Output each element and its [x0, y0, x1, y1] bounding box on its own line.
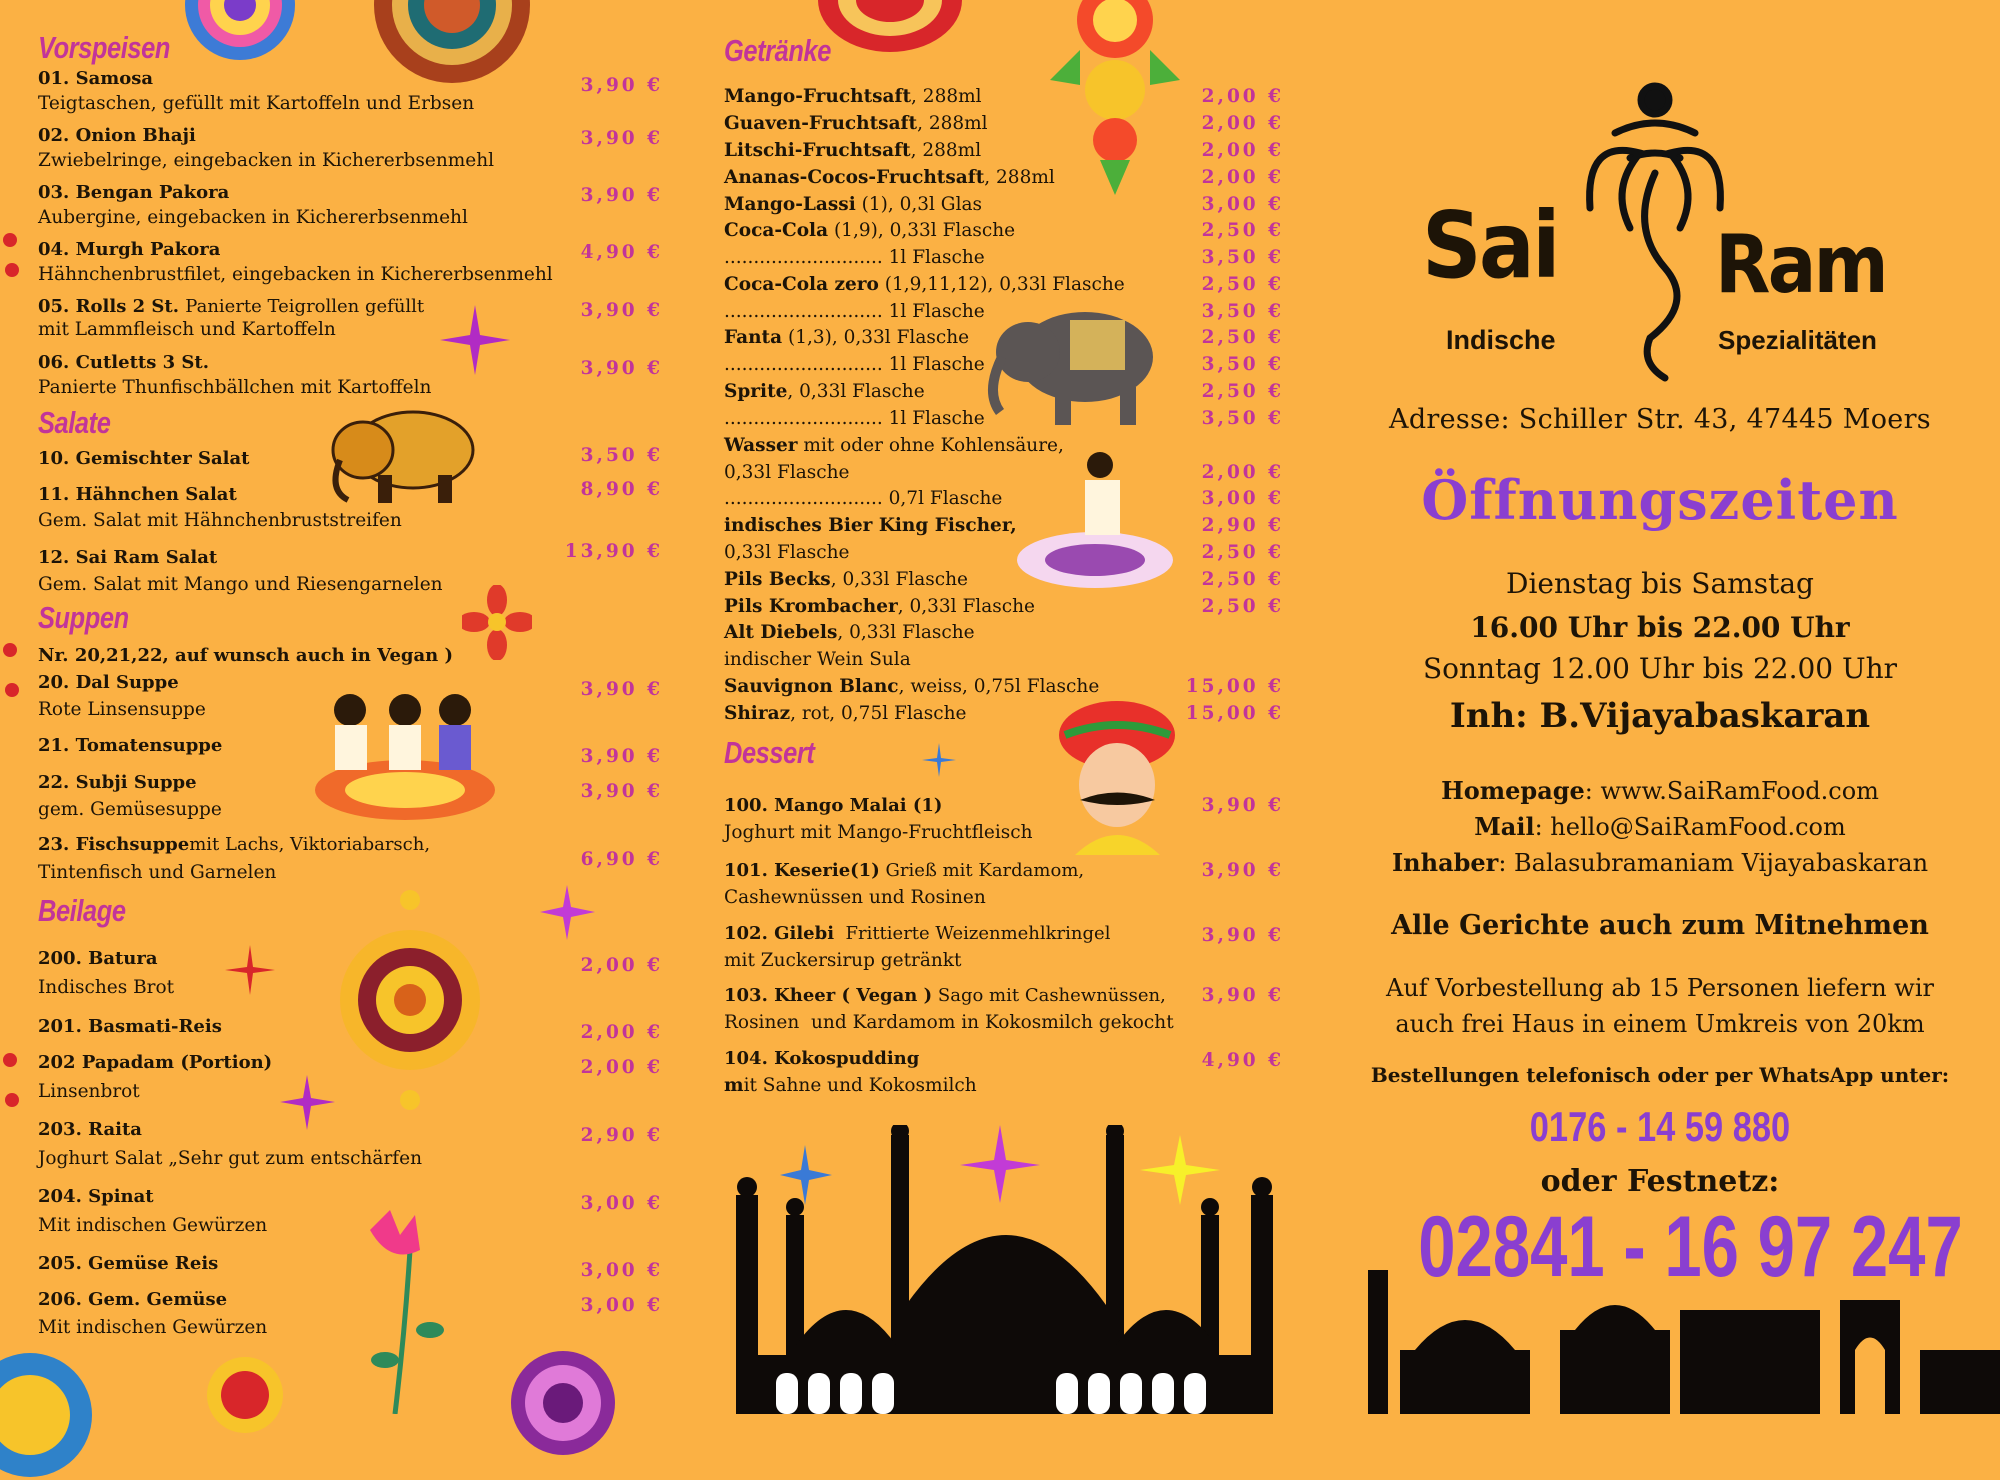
item-price-haehnchen-salat: 8,90 € [580, 479, 663, 500]
item-price-murgh-pakora: 4,90 € [580, 242, 663, 263]
item-desc-bengan-pakora: Aubergine, eingebacken in Kichererbsenmehl [38, 207, 468, 228]
item-price-raita: 2,90 € [580, 1125, 663, 1146]
item-name-keserie-title: 101. Keserie(1) [724, 860, 880, 881]
item-name-basmati-reis: 201. Basmati-Reis [38, 1016, 222, 1037]
item-name-fischsuppe-title: 23. Fischsuppe [38, 834, 190, 855]
drink-name: Sprite [724, 381, 788, 402]
mosque-silhouette-icon [726, 1125, 1286, 1414]
women-rangoli-icon [305, 685, 505, 825]
drink-item [724, 542, 850, 563]
item-desc-papadam: Linsenbrot [38, 1081, 140, 1102]
takeaway-text: Alle Gerichte auch zum Mitnehmen [1391, 910, 1929, 941]
drink-item [724, 569, 968, 590]
item-price-batura: 2,00 € [580, 955, 663, 976]
drink-detail: ........................... 0,7l Flasche [724, 488, 1003, 509]
item-name-batura: 200. Batura [38, 948, 158, 969]
inhaber-label: Inhaber [1391, 848, 1499, 877]
item-desc-kokospudding-bold: m [724, 1075, 744, 1096]
hours-sunday: Sonntag 12.00 Uhr bis 22.00 Uhr [1422, 652, 1898, 685]
drink-detail: (1,9,11,12), 0,33l Flasche [878, 274, 1125, 295]
drink-name: Pils Becks [724, 569, 831, 590]
delivery-line-2: auch frei Haus in einem Umkreis von 20km [1395, 1010, 1925, 1038]
item-name-tomatensuppe: 21. Tomatensuppe [38, 735, 223, 756]
drink-price: 2,00 € [1201, 140, 1284, 161]
drink-name: Fanta [724, 327, 783, 348]
drink-name: Coca-Cola zero [724, 274, 879, 295]
drink-detail: (1,3), 0,33l Flasche [782, 327, 970, 348]
drink-detail: , rot, 0,75l Flasche [790, 703, 967, 724]
item-desc-batura: Indisches Brot [38, 977, 175, 998]
item-desc-cutletts: Panierte Thunfischbällchen mit Kartoffeln [38, 377, 432, 398]
item-price-fischsuppe: 6,90 € [580, 849, 663, 870]
item-price-gemuese-reis: 3,00 € [580, 1260, 663, 1281]
item-desc-gem-gemuese: Mit indischen Gewürzen [38, 1317, 268, 1338]
item-name-gilebi [724, 923, 1110, 944]
mail-line [1350, 812, 1970, 841]
phone-number[interactable]: 02841 - 16 97 247 [1418, 1199, 1963, 1295]
section-title-dessert: Dessert [724, 735, 815, 770]
drink-price: 15,00 € [1185, 703, 1284, 724]
item-desc-fischsuppe: Tintenfisch und Garnelen [38, 862, 277, 883]
item-desc-murgh-pakora: Hähnchenbrustfilet, eingebacken in Kichererbsenmehl [38, 264, 553, 285]
item-name-rolls-title: 05. Rolls 2 St. [38, 296, 179, 317]
item-name-rolls-extra: Panierte Teigrollen gefüllt [185, 296, 425, 317]
item-price-cutletts: 3,90 € [580, 358, 663, 379]
item-name-mango-malai: 100. Mango Malai (1) [724, 795, 943, 816]
mail-link[interactable]: : hello@SaiRamFood.com [1534, 813, 1846, 841]
item-desc-dal-suppe: Rote Linsensuppe [38, 699, 206, 720]
drink-detail: , weiss, 0,75l Flasche [898, 676, 1100, 697]
drink-name: Sauvignon Blanc [724, 676, 899, 697]
item-name-kheer-title: 103. Kheer ( Vegan ) [724, 985, 933, 1006]
drink-item [724, 140, 981, 161]
item-price-keserie: 3,90 € [1201, 860, 1284, 881]
order-text: Bestellungen telefonisch oder per WhatsApp unter: [1370, 1063, 1950, 1087]
item-price-mango-malai: 3,90 € [1201, 795, 1284, 816]
star-purple-2-icon [280, 1075, 335, 1130]
item-name-kokospudding: 104. Kokospudding [724, 1048, 920, 1069]
drink-item [724, 194, 982, 215]
drink-detail: , 288ml [910, 140, 982, 161]
drink-name: Pils Krombacher [724, 596, 898, 617]
left-edge-beads-icon [0, 220, 25, 1160]
drink-price: 3,00 € [1201, 488, 1284, 509]
purple-flower-icon [540, 885, 595, 940]
drink-item [724, 327, 969, 348]
item-desc-raita: Joghurt Salat „Sehr gut zum entschärfen [38, 1148, 423, 1169]
item-price-sai-ram-salat: 13,90 € [564, 541, 663, 562]
item-name-gilebi-extra: Frittierte Weizenmehlkringel [834, 923, 1111, 944]
item-name-rolls [38, 296, 424, 317]
drink-item [724, 515, 1017, 536]
rakhi-ornament-icon [338, 885, 483, 1115]
item-name-haehnchen-salat: 11. Hähnchen Salat [38, 484, 237, 505]
item-price-tomatensuppe: 3,90 € [580, 746, 663, 767]
inhaber-name: : Balasubramaniam Vijayabaskaran [1498, 849, 1929, 877]
section-title-suppen: Suppen [38, 600, 129, 635]
section-title-getraenke: Getränke [724, 33, 831, 68]
drink-price: 2,00 € [1201, 86, 1284, 107]
item-name-gemuese-reis: 205. Gemüse Reis [38, 1253, 219, 1274]
drink-detail: , 288ml [917, 113, 988, 134]
item-name-raita: 203. Raita [38, 1119, 142, 1140]
elephant-salate-icon [318, 405, 493, 505]
drink-detail: , 0,33l Flasche [837, 622, 975, 643]
logo-sai-text: Sai [1422, 192, 1558, 299]
item-desc-keserie: Cashewnüssen und Rosinen [724, 887, 986, 908]
drink-name: indisches Bier King Fischer, [724, 515, 1017, 536]
drink-item [724, 488, 1002, 509]
drink-item [724, 86, 982, 107]
item-price-papadam: 2,00 € [580, 1057, 663, 1078]
homepage-line [1350, 776, 1970, 805]
drink-name: Alt Diebels [724, 622, 838, 643]
item-name-onion-bhaji: 02. Onion Bhaji [38, 125, 196, 146]
drink-detail: , 288ml [984, 167, 1055, 188]
homepage-link[interactable]: : www.SaiRamFood.com [1584, 777, 1879, 805]
hours-title: Öffnungszeiten [1421, 468, 1899, 532]
logo-ram-text: Ram [1715, 218, 1886, 311]
item-desc-mango-malai: Joghurt mit Mango-Fruchtfleisch [724, 822, 1033, 843]
drink-detail: 0,33l Flasche [724, 542, 850, 563]
logo-sub-right: Spezialitäten [1718, 325, 1877, 355]
drink-price: 2,50 € [1201, 327, 1284, 348]
mandala-bottom-left-icon [0, 1350, 100, 1480]
drink-price: 3,50 € [1201, 354, 1284, 375]
hours-time: 16.00 Uhr bis 22.00 Uhr [1470, 611, 1850, 644]
mobile-number[interactable]: 0176 - 14 59 880 [1529, 1103, 1791, 1150]
item-desc-samosa: Teigtaschen, gefüllt mit Kartoffeln und Erbsen [38, 93, 475, 114]
suppen-vegan-note: Nr. 20,21,22, auf wunsch auch in Vegan ) [38, 645, 454, 666]
item-name-keserie [724, 860, 1084, 881]
drink-price: 2,50 € [1201, 542, 1284, 563]
drink-item [724, 354, 985, 375]
red-star-icon [225, 945, 275, 995]
mandala-bottom-purple-icon [508, 1348, 618, 1458]
item-name-fischsuppe-extra: mit Lachs, Viktoriabarsch, [189, 834, 431, 855]
item-name-sai-ram-salat: 12. Sai Ram Salat [38, 547, 218, 568]
logo-sub-left: Indische [1446, 325, 1556, 355]
item-name-samosa: 01. Samosa [38, 68, 154, 89]
address-text: Adresse: Schiller Str. 43, 47445 Moers [1389, 404, 1931, 435]
drink-price: 3,00 € [1201, 194, 1284, 215]
hours-days: Dienstag bis Samstag [1506, 567, 1814, 600]
drink-detail: ........................... 1l Flasche [724, 408, 985, 429]
lotus-flower-icon [350, 1210, 460, 1414]
drink-name: Litschi-Fruchtsaft [724, 140, 911, 161]
item-desc-subji-suppe: gem. Gemüsesuppe [38, 799, 222, 820]
item-price-rolls: 3,90 € [580, 300, 663, 321]
drink-price: 2,50 € [1201, 596, 1284, 617]
item-price-dal-suppe: 3,90 € [580, 679, 663, 700]
item-price-kokospudding: 4,90 € [1201, 1050, 1284, 1071]
drink-detail: mit oder ohne Kohlensäure, [797, 435, 1064, 456]
drink-detail: (1,9), 0,33l Flasche [828, 220, 1016, 241]
section-title-salate: Salate [38, 405, 111, 440]
drink-detail: indischer Wein Sula [724, 649, 911, 670]
drink-item [724, 435, 1064, 456]
drink-detail: ........................... 1l Flasche [724, 301, 985, 322]
drink-price: 2,50 € [1201, 220, 1284, 241]
item-name-gem-gemuese: 206. Gem. Gemüse [38, 1289, 228, 1310]
item-name-papadam: 202 Papadam (Portion) [38, 1052, 273, 1073]
delivery-line-1: Auf Vorbestellung ab 15 Personen liefern wir [1386, 974, 1934, 1002]
item-name-dal-suppe: 20. Dal Suppe [38, 672, 179, 693]
item-desc-kokospudding-text: it Sahne und Kokosmilch [743, 1075, 977, 1096]
drink-item [724, 301, 985, 322]
item-desc-kokospudding [724, 1075, 977, 1096]
drink-name: Shiraz [724, 703, 791, 724]
drink-item [724, 167, 1055, 188]
drink-price: 2,50 € [1201, 274, 1284, 295]
drink-price: 3,50 € [1201, 247, 1284, 268]
drink-name: Mango-Fruchtsaft [724, 86, 912, 107]
item-desc-gilebi: mit Zuckersirup getränkt [724, 950, 962, 971]
drink-detail: ........................... 1l Flasche [724, 354, 985, 375]
mandala-top-icon [372, 0, 532, 85]
item-desc-onion-bhaji: Zwiebelringe, eingebacken in Kichererbsenmehl [38, 150, 495, 171]
drink-price: 2,00 € [1201, 113, 1284, 134]
item-price-kheer: 3,90 € [1201, 985, 1284, 1006]
drink-detail: , 0,33l Flasche [787, 381, 925, 402]
mandala-red-top-icon [815, 0, 965, 55]
drink-item [724, 274, 1125, 295]
item-name-gilebi-title: 102. Gilebi [724, 923, 835, 944]
item-name-spinat: 204. Spinat [38, 1186, 154, 1207]
drink-name: Coca-Cola [724, 220, 829, 241]
drink-price: 15,00 € [1185, 676, 1284, 697]
drink-item [724, 247, 985, 268]
drink-item [724, 220, 1015, 241]
blue-star-icon [922, 743, 956, 777]
festnetz-label: oder Festnetz: [1540, 1164, 1780, 1199]
drink-item [724, 649, 911, 670]
red-flower-icon [462, 585, 532, 660]
drink-price: 2,00 € [1201, 167, 1284, 188]
mandala-bottom-mid-icon [205, 1355, 285, 1435]
drink-detail: (1), 0,3l Glas [855, 194, 983, 215]
item-price-bengan-pakora: 3,90 € [580, 185, 663, 206]
drink-item [724, 408, 985, 429]
item-desc-haehnchen-salat: Gem. Salat mit Hähnchenbruststreifen [38, 510, 402, 531]
item-price-subji-suppe: 3,90 € [580, 781, 663, 802]
drink-name: Guaven-Fruchtsaft [724, 113, 918, 134]
item-name-murgh-pakora: 04. Murgh Pakora [38, 239, 221, 260]
homepage-label: Homepage [1441, 776, 1585, 805]
drink-detail: 0,33l Flasche [724, 462, 850, 483]
drink-detail: , 0,33l Flasche [830, 569, 968, 590]
item-name-cutletts: 06. Cutletts 3 St. [38, 352, 209, 373]
drink-detail: , 0,33l Flasche [897, 596, 1035, 617]
item-name-kheer-extra: Sago mit Cashewnüssen, [932, 985, 1166, 1006]
section-title-beilage: Beilage [38, 893, 126, 928]
drink-item [724, 703, 967, 724]
section-title-vorspeisen: Vorspeisen [38, 30, 171, 65]
item-price-samosa: 3,90 € [580, 75, 663, 96]
owner-short: Inh: B.Vijayabaskaran [1449, 696, 1871, 736]
item-name-fischsuppe [38, 834, 430, 855]
drink-detail: , 288ml [911, 86, 982, 107]
mandala-top-left-icon [180, 0, 300, 65]
drink-item [724, 113, 988, 134]
drink-item [724, 596, 1035, 617]
drink-item [724, 676, 1099, 697]
drink-item [724, 381, 925, 402]
drink-name: Ananas-Cocos-Fruchtsaft [724, 167, 985, 188]
item-price-onion-bhaji: 3,90 € [580, 128, 663, 149]
item-desc-rolls: mit Lammfleisch und Kartoffeln [38, 319, 336, 340]
drink-price: 2,90 € [1201, 515, 1284, 536]
item-price-gem-gemuese: 3,00 € [580, 1295, 663, 1316]
item-desc-kheer: Rosinen und Kardamom in Kokosmilch gekocht [724, 1012, 1174, 1033]
item-price-spinat: 3,00 € [580, 1193, 663, 1214]
item-desc-sai-ram-salat: Gem. Salat mit Mango und Riesengarnelen [38, 574, 443, 595]
drink-name: Mango-Lassi [724, 194, 856, 215]
drink-name: Wasser [724, 435, 798, 456]
drink-price: 3,50 € [1201, 408, 1284, 429]
item-name-keserie-extra: Grieß mit Kardamom, [879, 860, 1085, 881]
item-price-gemischter-salat: 3,50 € [580, 445, 663, 466]
item-price-gilebi: 3,90 € [1201, 925, 1284, 946]
item-price-basmati-reis: 2,00 € [580, 1022, 663, 1043]
drink-item [724, 462, 850, 483]
drink-price: 2,00 € [1201, 462, 1284, 483]
mail-label: Mail [1474, 812, 1535, 841]
drink-price: 3,50 € [1201, 301, 1284, 322]
item-name-subji-suppe: 22. Subji Suppe [38, 772, 197, 793]
item-name-bengan-pakora: 03. Bengan Pakora [38, 182, 230, 203]
item-desc-spinat: Mit indischen Gewürzen [38, 1215, 268, 1236]
drink-detail: ........................... 1l Flasche [724, 247, 985, 268]
inhaber-line [1350, 848, 1970, 877]
drink-price: 2,50 € [1201, 381, 1284, 402]
drink-item [724, 622, 975, 643]
item-name-gemischter-salat: 10. Gemischter Salat [38, 448, 250, 469]
drink-price: 2,50 € [1201, 569, 1284, 590]
